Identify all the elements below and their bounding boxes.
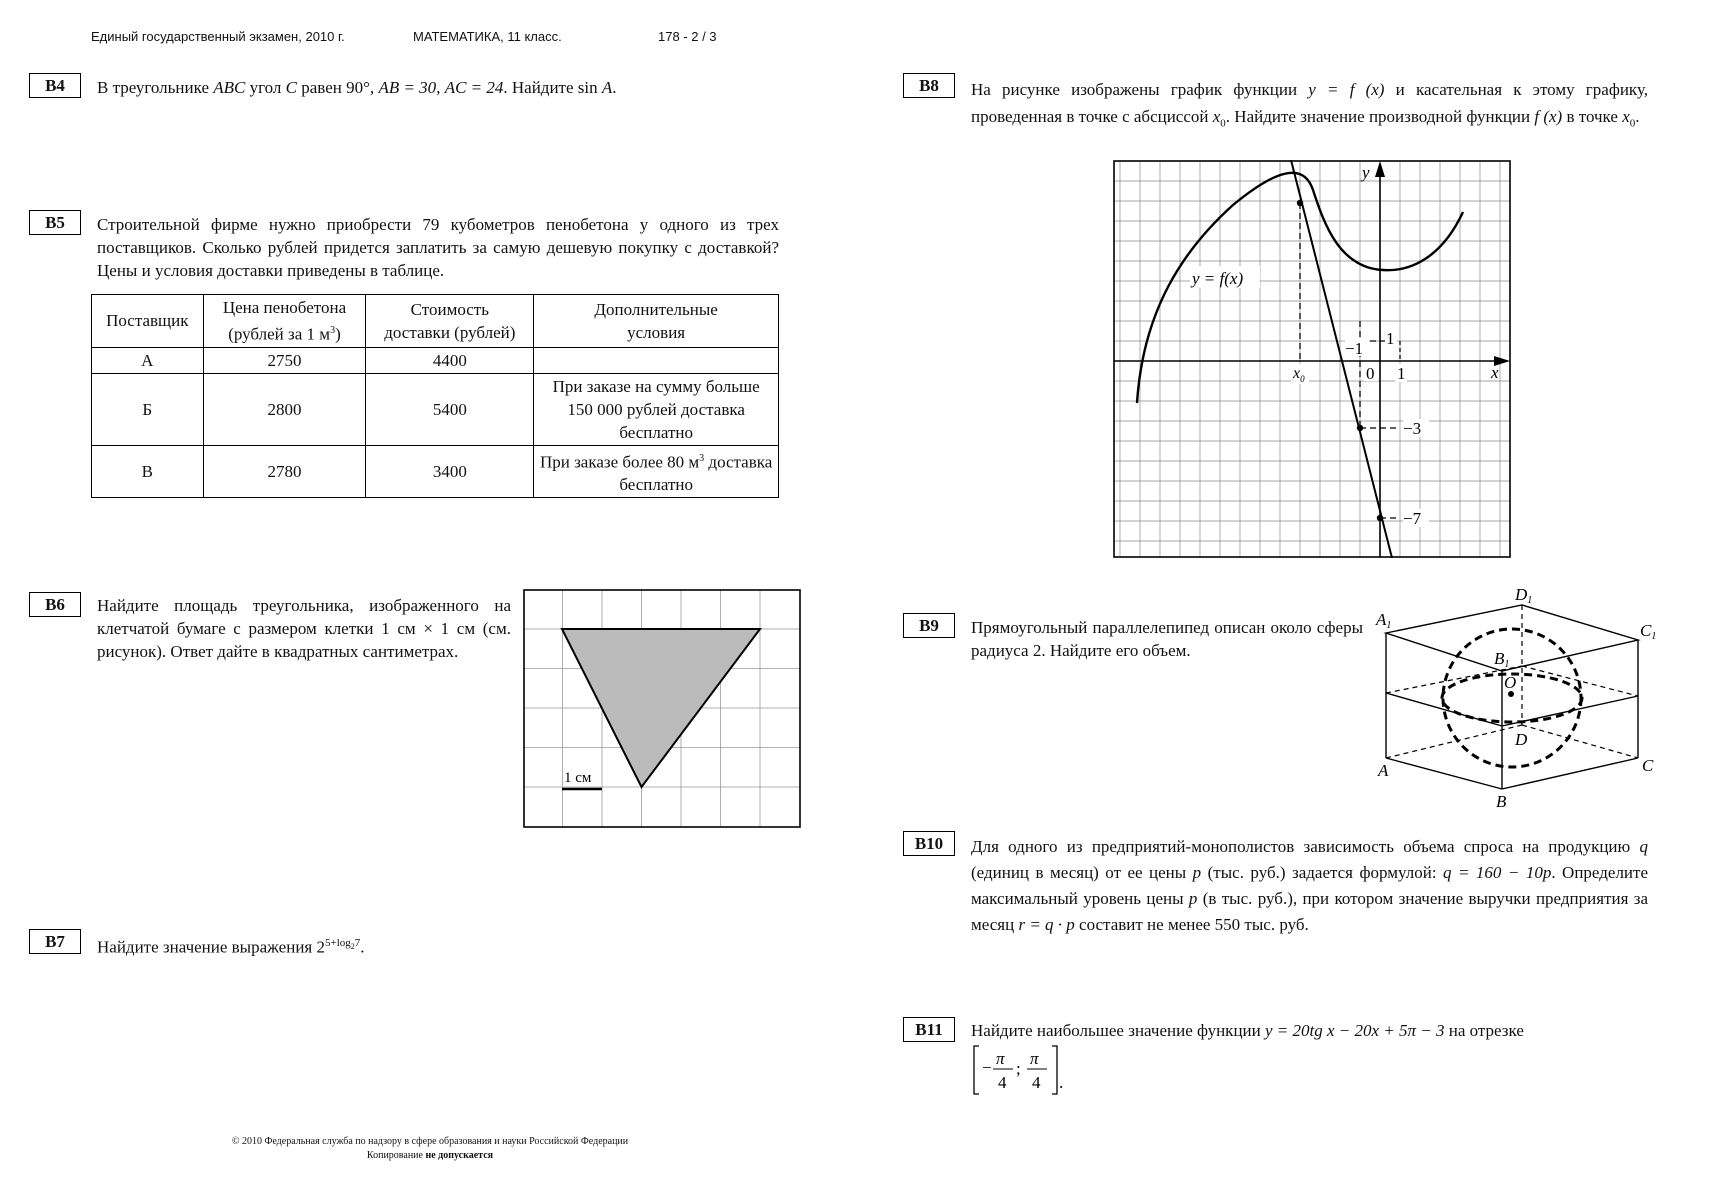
label-a: A	[1378, 761, 1389, 780]
label-o: O	[1504, 673, 1517, 692]
tangent-point	[1297, 200, 1303, 206]
axis-x-label: x	[1491, 363, 1499, 382]
supplier-table	[91, 294, 779, 498]
b11-text: Найдите наибольшее значение функции y = 20tg x − 20x + 5π − 3 на отрезке	[971, 1021, 1524, 1040]
footer-line1: © 2010 Федеральная служба по надзору в сфере образования и науки Российской Федерации	[231, 1136, 629, 1147]
tick-x-neg-label: −1	[1345, 339, 1364, 358]
tick-y-pos-label: 1	[1386, 329, 1395, 348]
table-cell: 2780	[203, 445, 366, 498]
table-cell: 4400	[366, 347, 534, 373]
svg-text:4: 4	[998, 1073, 1007, 1092]
table-header: Поставщик	[92, 295, 204, 348]
sphere-outline	[1443, 629, 1581, 767]
point-minus3	[1357, 425, 1363, 431]
label-c: C	[1642, 756, 1654, 775]
b8-function-graph	[1113, 160, 1511, 558]
table-header: Стоимость доставки (рублей)	[366, 295, 534, 348]
b6-label: B6	[29, 592, 81, 617]
b6-text: Найдите площадь треугольника, изображенного на клетчатой бумаге с размером клетки 1 см × 1 см (см. рисунок). Ответ дайте в квадратных сантиметрах.	[97, 596, 511, 661]
minus7-label: −7	[1403, 509, 1422, 528]
svg-text:4: 4	[1032, 1073, 1041, 1092]
b10-text: Для одного из предприятий-монополистов зависимость объема спроса на продукцию q (единиц в месяц) от ее цены p (тыс. руб.) задается формулой: q = 160 − 10p. Определите максимальный уровень цены p (в тыс. руб.), при котором значение выручки предприятия за месяц r = q · p составит не менее 550 тыс. руб.	[971, 837, 1649, 934]
table-header: Дополнительные условия	[534, 295, 779, 348]
svg-text:.: .	[1059, 1073, 1064, 1092]
table-row	[92, 373, 779, 445]
b8-text: На рисунке изображены график функции y = f (x) и касательная к этому графику, проведенная в точке с абсциссой $x_0$. Найдите значение производной функции f (x) в точке $x_0$.	[971, 80, 1648, 130]
b5-label: B5	[29, 210, 81, 235]
header-page: 178 - 2 / 3	[658, 29, 717, 44]
y-axis-arrow	[1375, 161, 1385, 177]
tangent-line	[1291, 160, 1392, 558]
header-exam: Единый государственный экзамен, 2010 г.	[91, 29, 345, 44]
table-cell: 2750	[203, 347, 366, 373]
label-c1: C1	[1640, 621, 1657, 642]
graph-border	[1114, 161, 1510, 557]
label-d: D	[1515, 730, 1528, 749]
curve-label: y = f(x)	[1192, 269, 1244, 288]
header-subject: МАТЕМАТИКА, 11 класс.	[413, 29, 562, 44]
label-b: B	[1496, 792, 1507, 811]
tick-x-pos-label: 1	[1397, 364, 1406, 383]
axis-y-label: y	[1362, 163, 1370, 182]
b6-grid-figure	[523, 589, 801, 829]
table-cell: 3400	[366, 445, 534, 498]
svg-text:π: π	[996, 1049, 1005, 1068]
b9-text: Прямоугольный параллелепипед описан около сферы радиуса 2. Найдите его объем.	[971, 618, 1363, 660]
x0-label: $x_0$	[1293, 365, 1305, 384]
table-cell: Б	[92, 373, 204, 445]
top-face	[1386, 605, 1638, 671]
b5-text: Строительной фирме нужно приобрести 79 кубометров пенобетона у одного из трех поставщиков. Сколько рублей придется заплатить за самую дешевую покупку с доставкой? Цены и условия доставки приведены в таблице.	[97, 215, 779, 280]
footer-line2: Копирование не допускается	[366, 1150, 494, 1161]
scale-label: 1 см	[564, 770, 592, 786]
table-row	[92, 347, 779, 373]
table-cell: 2800	[203, 373, 366, 445]
svg-text:;: ;	[1016, 1059, 1021, 1078]
table-header: Цена пенобетона (рублей за 1 $м^3$)	[203, 295, 366, 348]
table-cell: В	[92, 445, 204, 498]
label-b1: B1	[1494, 649, 1510, 670]
svg-text:π: π	[1030, 1049, 1039, 1068]
table-cell: 5400	[366, 373, 534, 445]
b11-interval	[971, 1044, 1071, 1096]
b10-label: B10	[903, 831, 955, 856]
minus3-label: −3	[1403, 419, 1422, 438]
table-row	[92, 445, 779, 498]
table-cell: При заказе на сумму больше 150 000 рублей доставка бесплатно	[534, 373, 779, 445]
b7-label: B7	[29, 929, 81, 954]
label-a1: A1	[1376, 610, 1392, 631]
table-header-row	[92, 295, 779, 348]
b9-label: B9	[903, 613, 955, 638]
b9-parallelepiped-figure	[1370, 588, 1660, 813]
b8-label: B8	[903, 73, 955, 98]
origin-label: 0	[1366, 364, 1375, 383]
svg-text:−: −	[982, 1058, 992, 1077]
b4-text: В треугольнике ABC угол C равен 90°, AB = 30, AC = 24. Найдите sin A.	[97, 78, 617, 97]
b4-label: B4	[29, 73, 81, 98]
table-cell	[534, 347, 779, 373]
point-minus7	[1377, 515, 1383, 521]
label-d1: D1	[1515, 588, 1533, 606]
table-cell: При заказе более 80 $м^3$ доставка бесплатно	[534, 445, 779, 498]
b11-label: B11	[903, 1017, 955, 1042]
b7-text: Найдите значение выражения $2^{5+log_27}$.	[97, 937, 365, 957]
table-cell: А	[92, 347, 204, 373]
